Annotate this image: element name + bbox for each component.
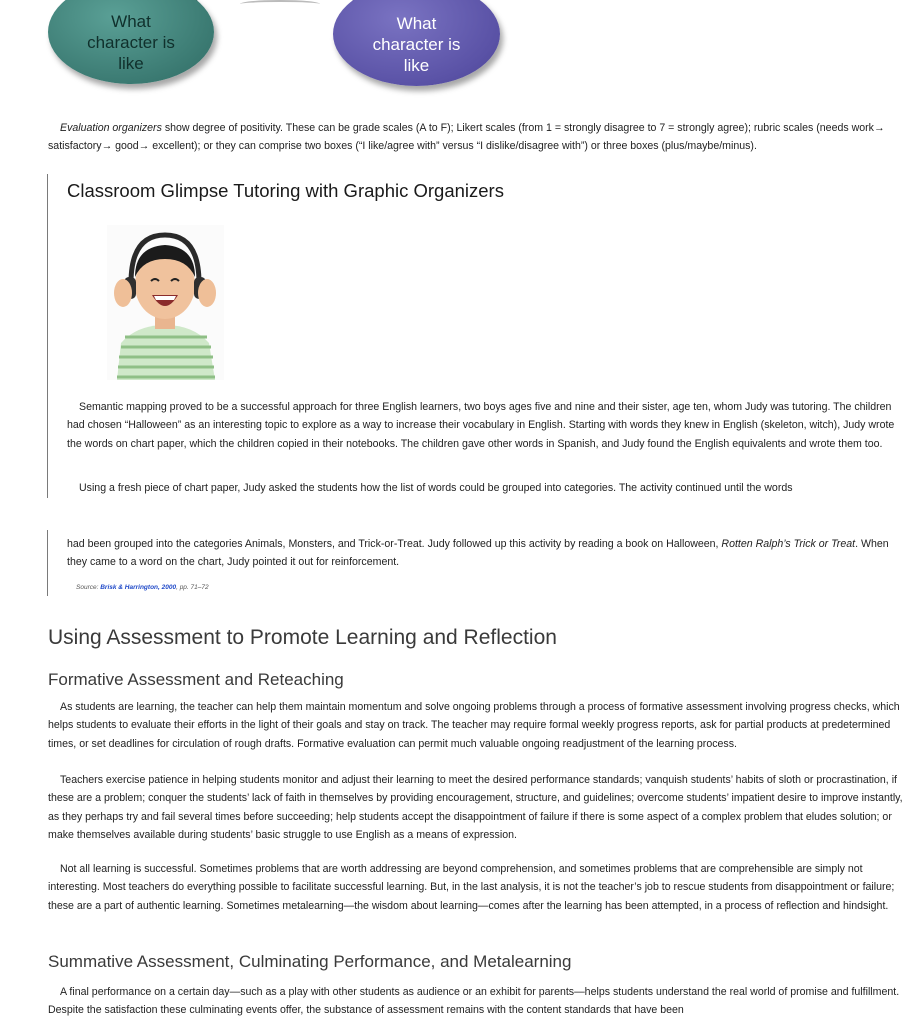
- glimpse-p3-before: had been grouped into the categories Animals, Monsters, and Trick-or-Treat. Judy followed up this activity by reading a book on Halloween,: [67, 538, 722, 550]
- glimpse-paragraph-3: [67, 535, 903, 572]
- evaluation-lead: Evaluation organizers: [60, 122, 162, 134]
- formative-paragraph-1: As students are learning, the teacher can help them maintain momentum and solve ongoing problems through a process of formative assessment involving progress checks, which helps students to evaluate their efforts in the light of their goals and stay on track. The teacher may require formal weekly progress reports, ask for partial products at predetermined times, or set deadlines for circulation of rough drafts. Formative evaluation can permit much valuable ongoing readjustment of the learning process.: [48, 701, 900, 750]
- glimpse-p3-after: . When they came to a word on the chart, Judy pointed it out for reinforcement.: [67, 538, 889, 569]
- glimpse-title: Classroom Glimpse Tutoring with Graphic Organizers: [67, 180, 504, 201]
- glimpse-border-bottom: [47, 530, 48, 596]
- evaluation-text: show degree of positivity. These can be grade scales (A to F); Likert scales (from 1 = strongly disagree to 7 = strongly agree); rubric scales (needs work→ satisfactory→ good→ excellent); or they can comprise two boxes (“I like/agree with” versus “I dislike/disagree with”) or three boxes (plus/maybe/minus).: [48, 122, 885, 153]
- bubble-right-label: What character is like: [372, 13, 461, 75]
- source-label: Source:: [76, 584, 101, 591]
- diagram-connector-line: [240, 0, 320, 8]
- source-link[interactable]: Brisk & Harrington, 2000: [100, 584, 177, 591]
- diagram-bubble-left: [48, 0, 214, 84]
- evaluation-paragraph: [48, 119, 918, 156]
- formative-paragraph-2: Teachers exercise patience in helping students monitor and adjust their learning to meet the desired performance standards; vanquish students’ habits of sloth or procrastination, if these are a problem; conquer the students’ lack of faith in themselves by providing encouragement, structure, and guidelines; overcome students’ impatient desire to improve instantly, as they perhaps try and fail several times before succeeding; help students accept the disappointment of failure if there is some aspect of a complex problem that eludes solution; or make themselves available during students’ basic struggle to use English as a means of expression.: [48, 774, 903, 841]
- source-pages: , pp. 71–72: [176, 584, 209, 591]
- summative-paragraph-1: A final performance on a certain day—such as a play with other students as audience or an exhibit for parents—helps students understand the real world of promise and fulfillment. Despite the satisfaction these culminating events offer, the substance of assessment remains with the content standards that have been: [48, 986, 900, 1017]
- book-title: Rotten Ralph’s Trick or Treat: [721, 538, 856, 550]
- subheading-summative: Summative Assessment, Culminating Performance, and Metalearning: [48, 952, 572, 971]
- diagram-bubble-right: [333, 0, 500, 86]
- glimpse-border-top: [47, 174, 48, 498]
- glimpse-paragraph-1: Semantic mapping proved to be a successful approach for three English learners, two boys ages five and nine and their sister, age ten, whom Judy was tutoring. The children had chosen “Halloween” as an interesting topic to explore as a way to increase their vocabulary in English. Starting with words they knew in English (skeleton, witch), Judy wrote the words on chart paper, which the children copied in their notebooks. The children gave other words in Spanish, and Judy found the English equivalents and wrote them too.: [67, 401, 895, 450]
- subheading-formative: Formative Assessment and Reteaching: [48, 670, 344, 689]
- glimpse-paragraph-2: Using a fresh piece of chart paper, Judy asked the students how the list of words could be grouped into categories. The activity continued until the words: [79, 482, 793, 494]
- formative-paragraph-3: Not all learning is successful. Sometimes problems that are worth addressing are beyond comprehension, and sometimes problems that are comprehensible are simply not interesting. Most teachers do everything possible to facilitate successful learning. But, in the last analysis, it is not the teacher’s job to rescue students from disappointment or failure; these are a part of authentic learning. Sometimes metalearning—the wisdom about learning—comes after the learning has been attempted, in a process of reflection and hindsight.: [48, 863, 895, 912]
- boy-with-headphones-photo: [107, 225, 224, 380]
- source-citation: [76, 584, 209, 591]
- section-heading: Using Assessment to Promote Learning and Reflection: [48, 626, 557, 649]
- photo-illustration: [107, 225, 224, 380]
- bubble-left-label: What character is like: [87, 11, 175, 73]
